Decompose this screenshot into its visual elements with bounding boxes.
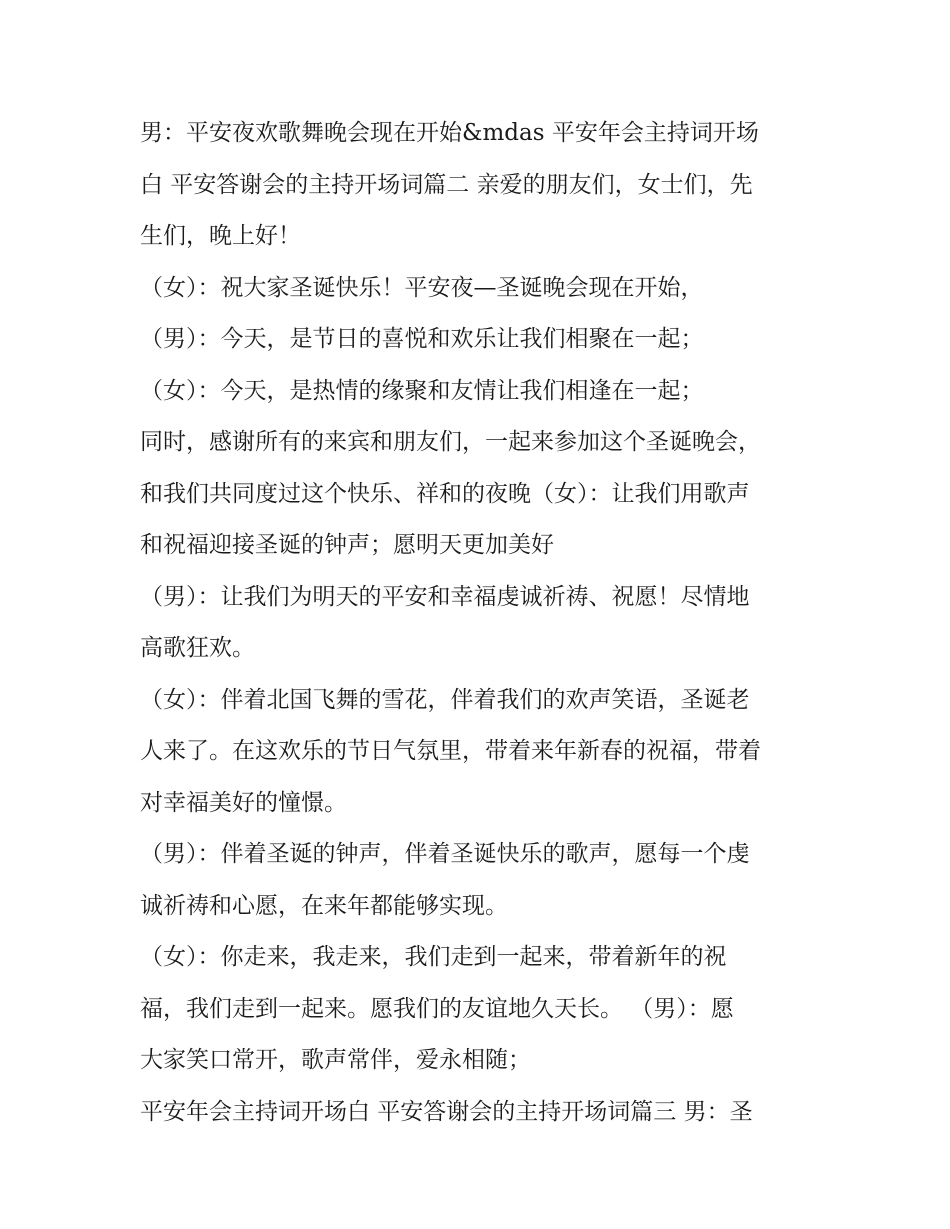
text-line: 对幸福美好的憧憬。 [140, 789, 347, 816]
text-line: （女）：伴着北国飞舞的雪花，伴着我们的欢声笑语，圣诞老 [140, 686, 750, 713]
text-line: 诚祈祷和心愿，在来年都能够实现。 [140, 892, 508, 919]
text-line: 和祝福迎接圣诞的钟声；愿明天更加美好 [140, 532, 554, 558]
document-body [140, 108, 830, 1138]
text-line: （女）：今天，是热情的缘聚和友情让我们相逢在一起； [140, 377, 704, 404]
text-line: 人来了。在这欢乐的节日气氛里，带着来年新春的祝福，带着 [140, 738, 761, 764]
text-line: 男：平安夜欢歌舞晚会现在开始&mdas 平安年会主持词开场 [140, 120, 759, 146]
text-line: 高歌狂欢。 [140, 635, 255, 661]
text-line: （女）：祝大家圣诞快乐！平安夜—圣诞晚会现在开始， [140, 274, 704, 301]
text-line: （男）：让我们为明天的平安和幸福虔诚祈祷、祝愿！尽情地 [140, 583, 750, 610]
text-line: （女）：你走来，我走来，我们走到一起来，带着新年的祝 [140, 944, 727, 970]
text-line: （男）：今天，是节日的喜悦和欢乐让我们相聚在一起； [140, 326, 704, 352]
text-line: 福，我们走到一起来。愿我们的友谊地久天长。 （男）：愿 [140, 995, 734, 1022]
text-line: 大家笑口常开，歌声常伴，爱永相随； [140, 1047, 531, 1073]
text-line: 生们，晚上好！ [140, 223, 301, 249]
text-line: （男）：伴着圣诞的钟声，伴着圣诞快乐的歌声，愿每一个虔 [140, 841, 750, 867]
text-line: 同时，感谢所有的来宾和朋友们，一起来参加这个圣诞晚会， [140, 429, 761, 455]
text-line: 平安年会主持词开场白 平安答谢会的主持开场词篇三 男：圣 [140, 1098, 753, 1125]
text-line: 和我们共同度过这个快乐、祥和的夜晚（女）：让我们用歌声 [140, 480, 750, 507]
text-line: 白 平安答谢会的主持开场词篇二 亲爱的朋友们，女士们，先 [140, 171, 753, 198]
